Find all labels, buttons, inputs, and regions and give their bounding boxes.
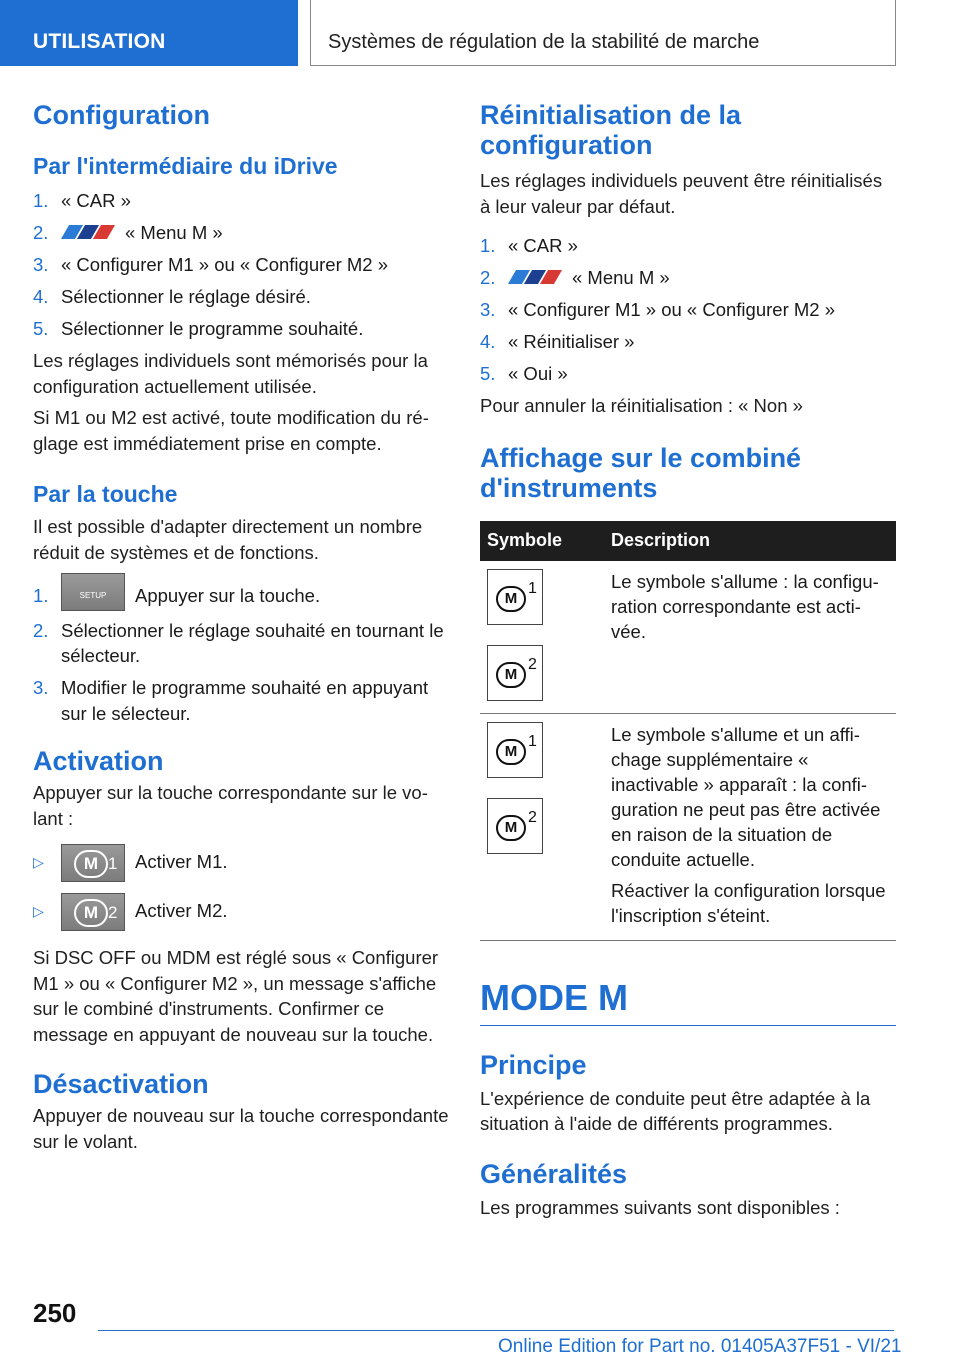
footer-divider bbox=[98, 1330, 894, 1331]
setup-button-icon: SETUP bbox=[61, 573, 125, 611]
list-item: 5. « Oui » bbox=[480, 363, 568, 384]
touche-heading: Par la touche bbox=[33, 481, 178, 507]
triangle-bullet-icon: ▷ bbox=[33, 854, 44, 871]
reset-steps bbox=[480, 233, 896, 387]
activation-note-paragraph: Si M1 ou M2 est activé, toute modification du réglage est immédiatement prise en compte. bbox=[33, 407, 429, 454]
list-item: 1. « CAR » bbox=[33, 190, 131, 211]
header-title: Systèmes de régulation de la stabilité de marche bbox=[328, 31, 760, 53]
principe-heading: Principe bbox=[480, 1049, 587, 1080]
list-item: 1. SETUP Appuyer sur la touche. bbox=[33, 583, 449, 611]
list-item: 3. « Configurer M1 » ou « Configurer M2 » bbox=[480, 299, 836, 320]
symbol-table bbox=[480, 521, 896, 941]
display-heading: Affichage sur le combiné d'instruments bbox=[480, 442, 802, 503]
list-item: 4. Sélectionner le réglage désiré. bbox=[33, 286, 311, 307]
activation-heading: Activation bbox=[33, 746, 164, 777]
list-item: 2. « Menu M » bbox=[33, 222, 223, 243]
deactivation-text: Appuyer de nouveau sur la touche correspondante sur le volant. bbox=[33, 1105, 449, 1152]
section-tab: UTILISATION bbox=[0, 0, 298, 66]
list-item: 2. Sélectionner le réglage souhaité en tournant le sélecteur. bbox=[33, 619, 444, 667]
list-item: 2. « Menu M » bbox=[480, 267, 670, 288]
idrive-heading: Par l'intermédiaire du iDrive bbox=[33, 153, 338, 179]
m1-symbol-icon: M 1 bbox=[487, 569, 543, 625]
list-item: 1. « CAR » bbox=[480, 235, 578, 256]
m1-symbol-icon: M 1 bbox=[487, 722, 543, 778]
principe-text: L'expérience de conduite peut être adaptée à la situation à l'aide de différents programmes. bbox=[480, 1087, 871, 1134]
triangle-bullet-icon: ▷ bbox=[33, 903, 44, 920]
activation-items bbox=[33, 843, 449, 931]
table-cell-description: Le symbole s'allume : la configuration correspondante est activée. bbox=[604, 561, 896, 714]
generalites-heading: Généralités bbox=[480, 1158, 628, 1189]
footer-edition: Online Edition for Part no. 01405A37F51 - VI/21 bbox=[498, 1336, 902, 1357]
list-item: 3. Modifier le programme souhaité en appuyant sur le sélecteur. bbox=[33, 677, 429, 724]
table-header-description: Description bbox=[604, 521, 896, 561]
list-item: 3. « Configurer M1 » ou « Configurer M2 » bbox=[33, 254, 389, 275]
reset-cancel: Pour annuler la réinitialisation : « Non » bbox=[480, 395, 803, 416]
list-item: ▷ M 1 Activer M1. bbox=[33, 843, 449, 882]
left-column bbox=[33, 100, 449, 1154]
list-item: 5. Sélectionner le programme souhaité. bbox=[33, 318, 364, 339]
m2-symbol-icon: M 2 bbox=[487, 798, 543, 854]
activation-note: Si DSC OFF ou MDM est réglé sous « Configurer M1 » ou « Configurer M2 », un message s'affiche sur le combiné d'instruments. Confirmer ce message en appuyant de nouveau sur la touche. bbox=[33, 947, 439, 1045]
list-item: ▷ M 2 Activer M2. bbox=[33, 892, 449, 931]
header-title-box bbox=[310, 0, 896, 66]
m-menu-icon bbox=[61, 225, 115, 239]
config-heading: Configuration bbox=[33, 100, 210, 130]
activation-text: Appuyer sur la touche correspondante sur le volant : bbox=[33, 782, 428, 829]
m2-symbol-icon: M 2 bbox=[487, 645, 543, 701]
m-menu-icon bbox=[508, 270, 562, 284]
memory-paragraph: Les réglages individuels sont mémorisés pour la configuration actuellement utilisée. bbox=[33, 350, 428, 397]
touche-intro: Il est possible d'adapter directement un nombre réduit de systèmes et de fonctions. bbox=[33, 516, 423, 563]
mode-m-heading: MODE M bbox=[480, 977, 896, 1026]
table-row bbox=[480, 561, 896, 714]
idrive-steps bbox=[33, 188, 449, 342]
generalites-text: Les programmes suivants sont disponibles : bbox=[480, 1196, 840, 1218]
touche-steps bbox=[33, 583, 449, 726]
table-header-symbole: Symbole bbox=[480, 521, 604, 561]
m1-button-icon: M 1 bbox=[61, 844, 125, 882]
list-item: 4. « Réinitialiser » bbox=[480, 331, 635, 352]
page-number: 250 bbox=[33, 1298, 77, 1328]
reset-heading: Réinitialisation de la configuration bbox=[480, 100, 742, 160]
reset-intro: Les réglages individuels peuvent être réinitialisés à leur valeur par défaut. bbox=[480, 170, 883, 217]
m2-button-icon: M 2 bbox=[61, 893, 125, 931]
right-column bbox=[480, 100, 896, 1220]
table-cell-description: Le symbole s'allume et un affichage supplémentaire « inactivable » apparaît : la configuration ne peut pas être activée en raison de la situation de conduite actuelle. Réactiver la configuration lorsque l'inscription s'éteint. bbox=[604, 713, 896, 940]
deactivation-heading: Désactivation bbox=[33, 1069, 209, 1100]
table-row bbox=[480, 713, 896, 940]
page-header bbox=[0, 0, 960, 66]
